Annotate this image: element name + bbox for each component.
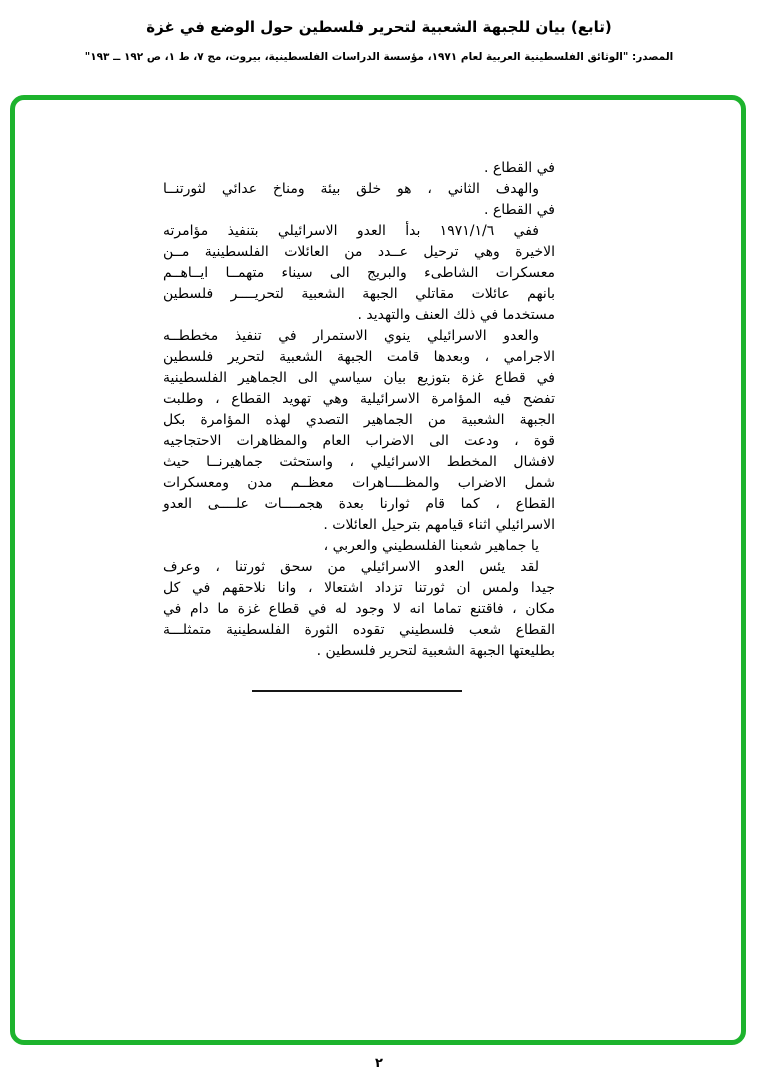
text-line: مستخدما في ذلك العنف والتهديد .: [357, 307, 555, 323]
text-line: في قطاع غزة بتوزيع بيان سياسي الى الجماهير الفلسطينية: [163, 370, 555, 386]
page-number: ٢: [375, 1056, 383, 1071]
text-line: في القطاع .: [483, 202, 555, 218]
paragraph: [163, 326, 555, 536]
text-line: والهدف الثاني ، هو خلق بيئة ومناخ عدائي لثورتنــا: [163, 181, 539, 197]
paragraph: [163, 557, 555, 662]
text-line: معسكرات الشاطىء والبريج الى سيناء متهمــا ايــاهــم: [163, 265, 555, 281]
text-line: شمل الاضراب والمظــــاهرات معظــم مدن ومعسكرات: [163, 475, 555, 491]
section-divider-rule: [252, 690, 462, 692]
text-line: والعدو الاسرائيلي ينوي الاستمرار في تنفيذ مخططــه: [163, 328, 539, 344]
source-citation-line: المصدر: "الوثائق الفلسطينية العربية لعام ١٩٧١، مؤسسة الدراسات الفلسطينية، بيروت، مج ٧، ط ١، ص ١٩٢ ــ ١٩٣": [84, 51, 674, 63]
document-title: (تابع) بيان للجبهة الشعبية لتحرير فلسطين حول الوضع في غزة: [146, 18, 612, 36]
document-body: [163, 158, 555, 662]
paragraph: [163, 221, 555, 326]
text-line: الاخيرة وهي ترحيل عــدد من العائلات الفلسطينية مــن: [163, 244, 555, 260]
text-line: ففي ١٩٧١/١/٦ بدأ العدو الاسرائيلي بتنفيذ مؤامرته: [163, 223, 540, 239]
text-line: يا جماهير شعبنا الفلسطيني والعربي ،: [323, 538, 539, 554]
text-line: القطاع ، كما قام ثوارنا بعدة هجمــــات علــــى العدو: [163, 496, 555, 512]
paragraph: [163, 179, 555, 221]
text-line: لافشال المخطط الاسرائيلي ، واستحثت جماهيرنــا حيث: [163, 454, 555, 470]
paragraph: [163, 158, 555, 179]
text-line: جيدا ولمس ان ثورتنا تزداد اشتعالا ، وانا نلاحقهم في كل: [163, 580, 555, 596]
text-line: تفضح فيه المؤامرة الاسرائيلية وهي تهويد القطاع ، وطلبت: [163, 391, 555, 407]
text-line: في القطاع .: [483, 160, 555, 176]
text-line: الاجرامي ، وبعدها قامت الجبهة الشعبية لتحرير فلسطين: [163, 349, 555, 365]
text-line: بطليعتها الجبهة الشعبية لتحرير فلسطين .: [316, 643, 555, 659]
text-line: بانهم عائلات مقاتلي الجبهة الشعبية لتحريــــر فلسطين: [163, 286, 555, 302]
text-line: لقد يئس العدو الاسرائيلي من سحق ثورتنا ، وعرف: [163, 559, 539, 575]
text-line: مكان ، فاقتنع تماما انه لا وجود له في قطاع غزة ما دام في: [163, 601, 555, 617]
text-line: قوة ، ودعت الى الاضراب العام والمظاهرات الاحتجاجيه: [163, 433, 555, 449]
document-border-frame: [10, 95, 746, 1045]
text-line: القطاع شعب فلسطيني تقوده الثورة الفلسطينية متمثلـــة: [163, 622, 555, 638]
text-line: الجبهة الشعبية من الجماهير التصدي لهذه المؤامرة بكل: [163, 412, 555, 428]
text-line: الاسرائيلي اثناء قيامهم بترحيل العائلات .: [323, 517, 555, 533]
paragraph: [163, 536, 555, 557]
